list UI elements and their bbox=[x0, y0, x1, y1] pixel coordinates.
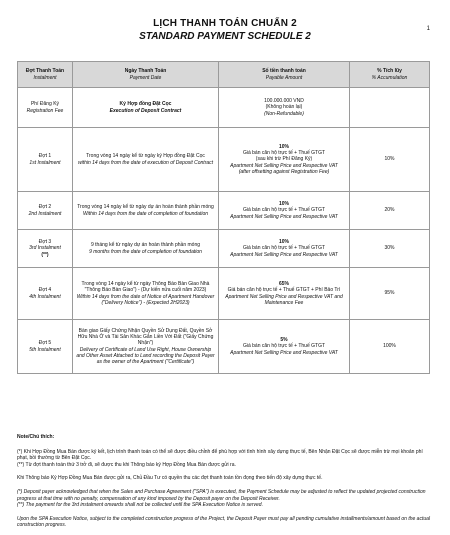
amount-desc-vi: Giá bán căn hộ trực tế + Thuế GTGT bbox=[242, 150, 326, 157]
cell-date bbox=[73, 128, 219, 192]
installment-vi: Phí Đăng Ký bbox=[30, 101, 60, 108]
amount-offset-vi: (sau khi trừ Phí Đăng Ký) bbox=[255, 156, 313, 163]
cell-amount bbox=[219, 192, 350, 230]
payment-schedule-table bbox=[17, 61, 430, 374]
note-en-3: Upon the SPA Execution Notice, subject to the completed construction progress of the Project, the Deposit Payer must pay all pending cumulative installments/amount based on the actual construction progress. bbox=[17, 515, 431, 529]
date-vi: Trong vòng 14 ngày kể từ ngày ký Hợp đồng Đặt Cọc bbox=[86, 153, 205, 160]
installment-vi: Đợt 2 bbox=[38, 204, 52, 211]
header-accum-en: % Accumulation bbox=[371, 74, 408, 81]
amount-note-vi: (Không hoàn lại) bbox=[265, 104, 303, 111]
cell-amount bbox=[219, 128, 350, 192]
cell-amount bbox=[219, 320, 350, 374]
cell-accumulation: 30% bbox=[350, 230, 430, 268]
table-header-row bbox=[18, 62, 430, 88]
header-accumulation bbox=[350, 62, 430, 88]
date-en: Within 14 days from the date of completion of foundation bbox=[82, 210, 209, 217]
cell-amount bbox=[219, 268, 350, 320]
header-installment bbox=[18, 62, 73, 88]
header-amount-en: Payable Amount bbox=[265, 74, 303, 81]
date-en: Delivery of Certificate of Land Use Right, House Ownership and Other Asset Attached to Land recording the Deposit Payer as the owner of the Apartment ("Certificate") bbox=[76, 346, 215, 366]
date-en: Within 14 days from the date of Notice of Apartment Handover ("Delivery Notice") - (Expected 2H2023) bbox=[76, 293, 215, 306]
amount-percent: 10% bbox=[278, 201, 289, 208]
installment-en: Registration Fee bbox=[26, 107, 64, 114]
table-row bbox=[18, 320, 430, 374]
cell-accumulation: 100% bbox=[350, 320, 430, 374]
cell-amount bbox=[219, 88, 350, 128]
note-en-2: (**) The payment for the 3rd instalment onwards shall not be collected until the SPA Execution Notice is served. bbox=[17, 502, 263, 509]
amount-percent: 10% bbox=[278, 143, 289, 150]
amount-note-en: (Non-Refundable) bbox=[264, 110, 304, 117]
header-amount bbox=[219, 62, 350, 88]
page-number: 1 bbox=[426, 26, 430, 32]
title-vietnamese: LỊCH THANH TOÁN CHUẨN 2 bbox=[153, 18, 297, 29]
cell-date bbox=[73, 192, 219, 230]
cell-accumulation bbox=[350, 88, 430, 128]
date-en: within 14 days from the date of execution of Deposit Contract bbox=[77, 159, 214, 166]
table-row bbox=[18, 192, 430, 230]
installment-vi: Đợt 1 bbox=[38, 153, 52, 160]
date-vi: 9 tháng kể từ ngày dự án hoàn thành phần móng bbox=[91, 242, 200, 249]
notes-section bbox=[17, 434, 431, 529]
cell-date bbox=[73, 320, 219, 374]
installment-en: 4th Instalment bbox=[29, 293, 61, 300]
table-row bbox=[18, 268, 430, 320]
note-vi-2: (**) Từ đợt thanh toán thứ 3 trở đi, sẽ được thu khi Thông báo ký Hợp Đồng Mua Bán được gửi ra. bbox=[17, 461, 236, 468]
installment-en: 5th Instalment bbox=[29, 346, 61, 353]
date-vi: Trong vòng 14 ngày kể từ ngày dự án hoàn thành phần móng bbox=[77, 204, 214, 211]
header-date-en: Payment Date bbox=[129, 74, 162, 81]
installment-en: 2nd Instalment bbox=[28, 210, 62, 217]
cell-accumulation: 20% bbox=[350, 192, 430, 230]
header-amount-vi: Số tiền thanh toán bbox=[262, 68, 306, 75]
date-vi-expected: "Thông Báo Bàn Giao") - (Dự kiến nửa cuối năm 2023) bbox=[84, 287, 207, 294]
cell-accumulation: 10% bbox=[350, 128, 430, 192]
amount-desc-vi: Giá bán căn hộ trực tế + Thuế GTGT bbox=[242, 207, 326, 214]
header-date bbox=[73, 62, 219, 88]
cell-date bbox=[73, 88, 219, 128]
note-vi-1: (*) Khi Hợp Đồng Mua Bán được ký kết, lịch trình thanh toán có thể sẽ được điều chỉnh để phù hợp với tình hình xây dựng thực tế, Bên Nhận Đặt Cọc sẽ được miễn trừ mọi khoản phí phạt, bồi thường từ Bên Đặt Cọc. bbox=[17, 448, 423, 462]
notes-heading: Note/Chú thích: bbox=[17, 434, 55, 440]
amount-desc-en: Apartment Net Selling Price and Respective VAT bbox=[230, 251, 338, 258]
amount-percent: 65% bbox=[278, 280, 289, 287]
amount-desc-en: Apartment Net Selling Price and Respective VAT bbox=[230, 213, 338, 220]
amount-desc-vi: Giá bán căn hộ trực tế + Thuế GTGT + Phí Bảo Trì bbox=[227, 287, 341, 294]
amount-desc-en: Apartment Net Selling Price and Respective VAT bbox=[230, 162, 338, 169]
installment-marker: (**) bbox=[41, 251, 49, 258]
amount-percent: 10% bbox=[278, 239, 289, 246]
date-vi: Ký Hợp đồng Đặt Cọc bbox=[119, 101, 172, 108]
amount-desc-en: Apartment Net Selling Price and Respective VAT bbox=[230, 349, 338, 356]
header-accum-vi: % Tích lũy bbox=[377, 68, 402, 75]
cell-accumulation: 95% bbox=[350, 268, 430, 320]
date-en: Execution of Deposit Contract bbox=[109, 107, 182, 114]
amount-desc-vi: Giá bán căn hộ trực tế + Thuế GTGT bbox=[242, 245, 326, 252]
date-vi: Bàn giao Giấy Chứng Nhận Quyền Sử Dụng Đất, Quyền Sở Hữu Nhà Ở và Tài Sản Khác Gắn Liền Với Đất ("Giấy Chứng Nhận") bbox=[77, 327, 214, 347]
note-en-1: (*) Deposit payer acknowledged that when the Sales and Purchase Agreement ("SPA") is executed, the Payment Schedule may be adjusted to reflect the updated projected construction progress at that time with no penalty, compensation of any kind imposed by the Deposit payer on the Deposit Receiver. bbox=[17, 488, 426, 502]
amount-desc-en: Apartment Net Selling Price and Respective VAT and Maintenance Fee bbox=[225, 293, 343, 306]
date-vi: Trong vòng 14 ngày kể từ ngày Thông Báo Bàn Giao Nhà bbox=[81, 280, 210, 287]
amount-value: 100.000.000 VND bbox=[264, 98, 304, 105]
header-installment-vi: Đợt Thanh Toán bbox=[25, 68, 65, 75]
date-en: 9 months from the date of completion of foundation bbox=[89, 248, 202, 255]
table-row bbox=[18, 88, 430, 128]
cell-amount bbox=[219, 230, 350, 268]
cell-date bbox=[73, 230, 219, 268]
title-english: STANDARD PAYMENT SCHEDULE 2 bbox=[139, 31, 311, 42]
amount-offset-en: (after offsetting against Registration Fee) bbox=[238, 168, 330, 175]
installment-vi: Đợt 3 bbox=[38, 239, 52, 246]
table-row bbox=[18, 128, 430, 192]
installment-en: 3rd Instalment bbox=[29, 245, 61, 252]
table-row bbox=[18, 230, 430, 268]
cell-installment bbox=[18, 128, 73, 192]
installment-vi: Đợt 5 bbox=[38, 340, 52, 347]
installment-en: 1st Instalment bbox=[29, 159, 61, 166]
header-date-vi: Ngày Thanh Toán bbox=[124, 68, 167, 75]
cell-installment bbox=[18, 192, 73, 230]
cell-installment bbox=[18, 88, 73, 128]
cell-installment bbox=[18, 320, 73, 374]
header-installment-en: Instalment bbox=[33, 74, 57, 81]
installment-vi: Đợt 4 bbox=[38, 287, 52, 294]
amount-desc-vi: Giá bán căn hộ trực tế + Thuế GTGT bbox=[242, 343, 326, 350]
cell-date bbox=[73, 268, 219, 320]
cell-installment bbox=[18, 230, 73, 268]
cell-installment bbox=[18, 268, 73, 320]
note-vi-3: Khi Thông báo Ký Hợp Đồng Mua Bán được gửi ra, Chủ Đầu Tư có quyền thu các đợt thanh toán tồn đọng theo tiến độ xây dựng thực tế. bbox=[17, 475, 323, 482]
amount-percent: 5% bbox=[280, 337, 288, 344]
